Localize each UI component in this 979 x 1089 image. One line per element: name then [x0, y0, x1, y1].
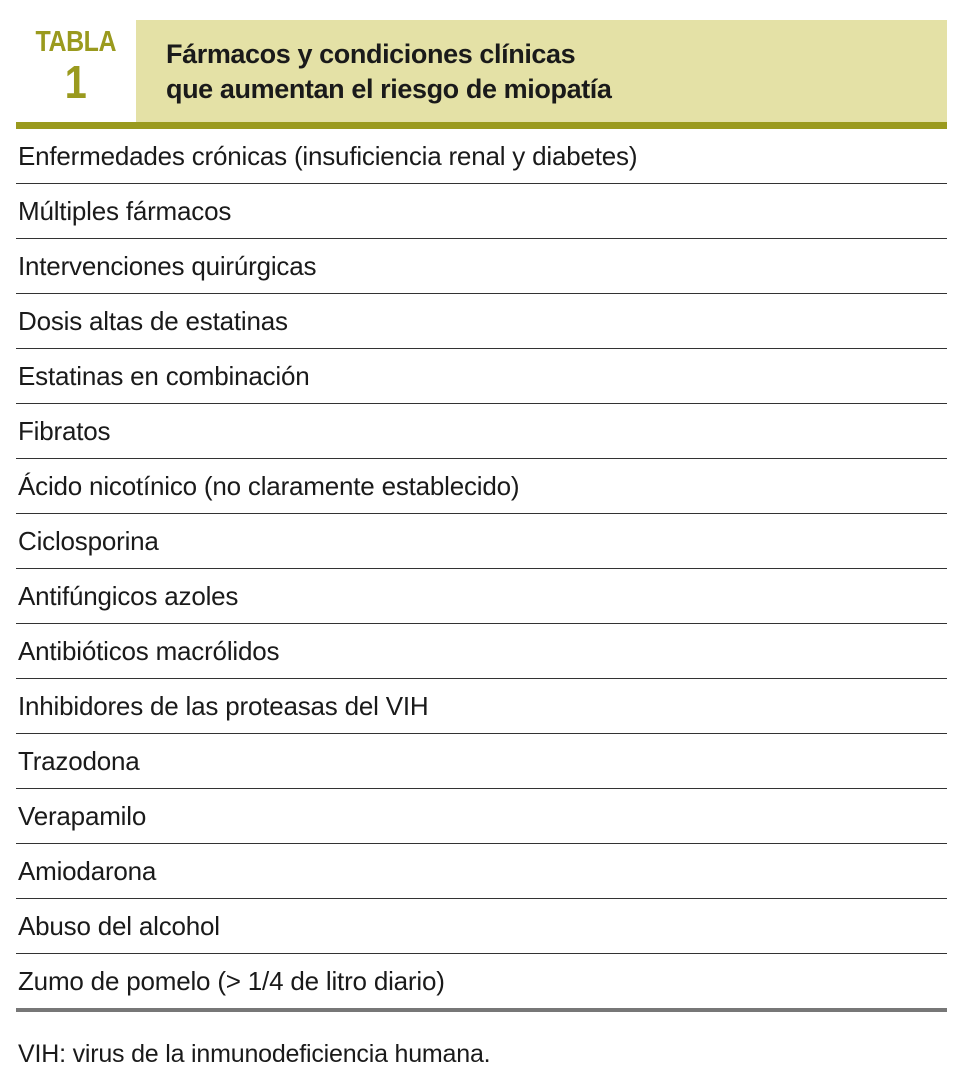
- table-tag-number: 1: [64, 56, 88, 108]
- table-row: Dosis altas de estatinas: [16, 294, 947, 349]
- table-row: Fibratos: [16, 404, 947, 459]
- table-row: Amiodarona: [16, 844, 947, 899]
- table-title-box: [136, 20, 947, 122]
- footer-rule: [16, 1008, 947, 1012]
- table-row: Trazodona: [16, 734, 947, 789]
- table-row: Inhibidores de las proteasas del VIH: [16, 679, 947, 734]
- table-row: Ciclosporina: [16, 514, 947, 569]
- header-rule: [16, 122, 947, 129]
- table-row: Verapamilo: [16, 789, 947, 844]
- table-row: Antibióticos macrólidos: [16, 624, 947, 679]
- table-footnote: VIH: virus de la inmunodeficiencia humana.: [18, 1040, 491, 1068]
- table-row: Ácido nicotínico (no claramente establecido): [16, 459, 947, 514]
- table-row: Enfermedades crónicas (insuficiencia renal y diabetes): [16, 129, 947, 184]
- table-row: Múltiples fármacos: [16, 184, 947, 239]
- table-header: [16, 20, 947, 122]
- table-row: Abuso del alcohol: [16, 899, 947, 954]
- table-row: Zumo de pomelo (> 1/4 de litro diario): [18, 965, 445, 996]
- table-row: Antifúngicos azoles: [16, 569, 947, 624]
- table-tag: [16, 20, 136, 122]
- table-title-line-1: Fármacos y condiciones clínicas: [166, 39, 576, 69]
- table-container: [16, 20, 947, 1012]
- table-row: Intervenciones quirúrgicas: [16, 239, 947, 294]
- table-row: Estatinas en combinación: [16, 349, 947, 404]
- table-tag-word: TABLA: [35, 26, 117, 58]
- table-title-line-2: que aumentan el riesgo de miopatía: [166, 74, 612, 104]
- table-rows: [16, 129, 947, 1008]
